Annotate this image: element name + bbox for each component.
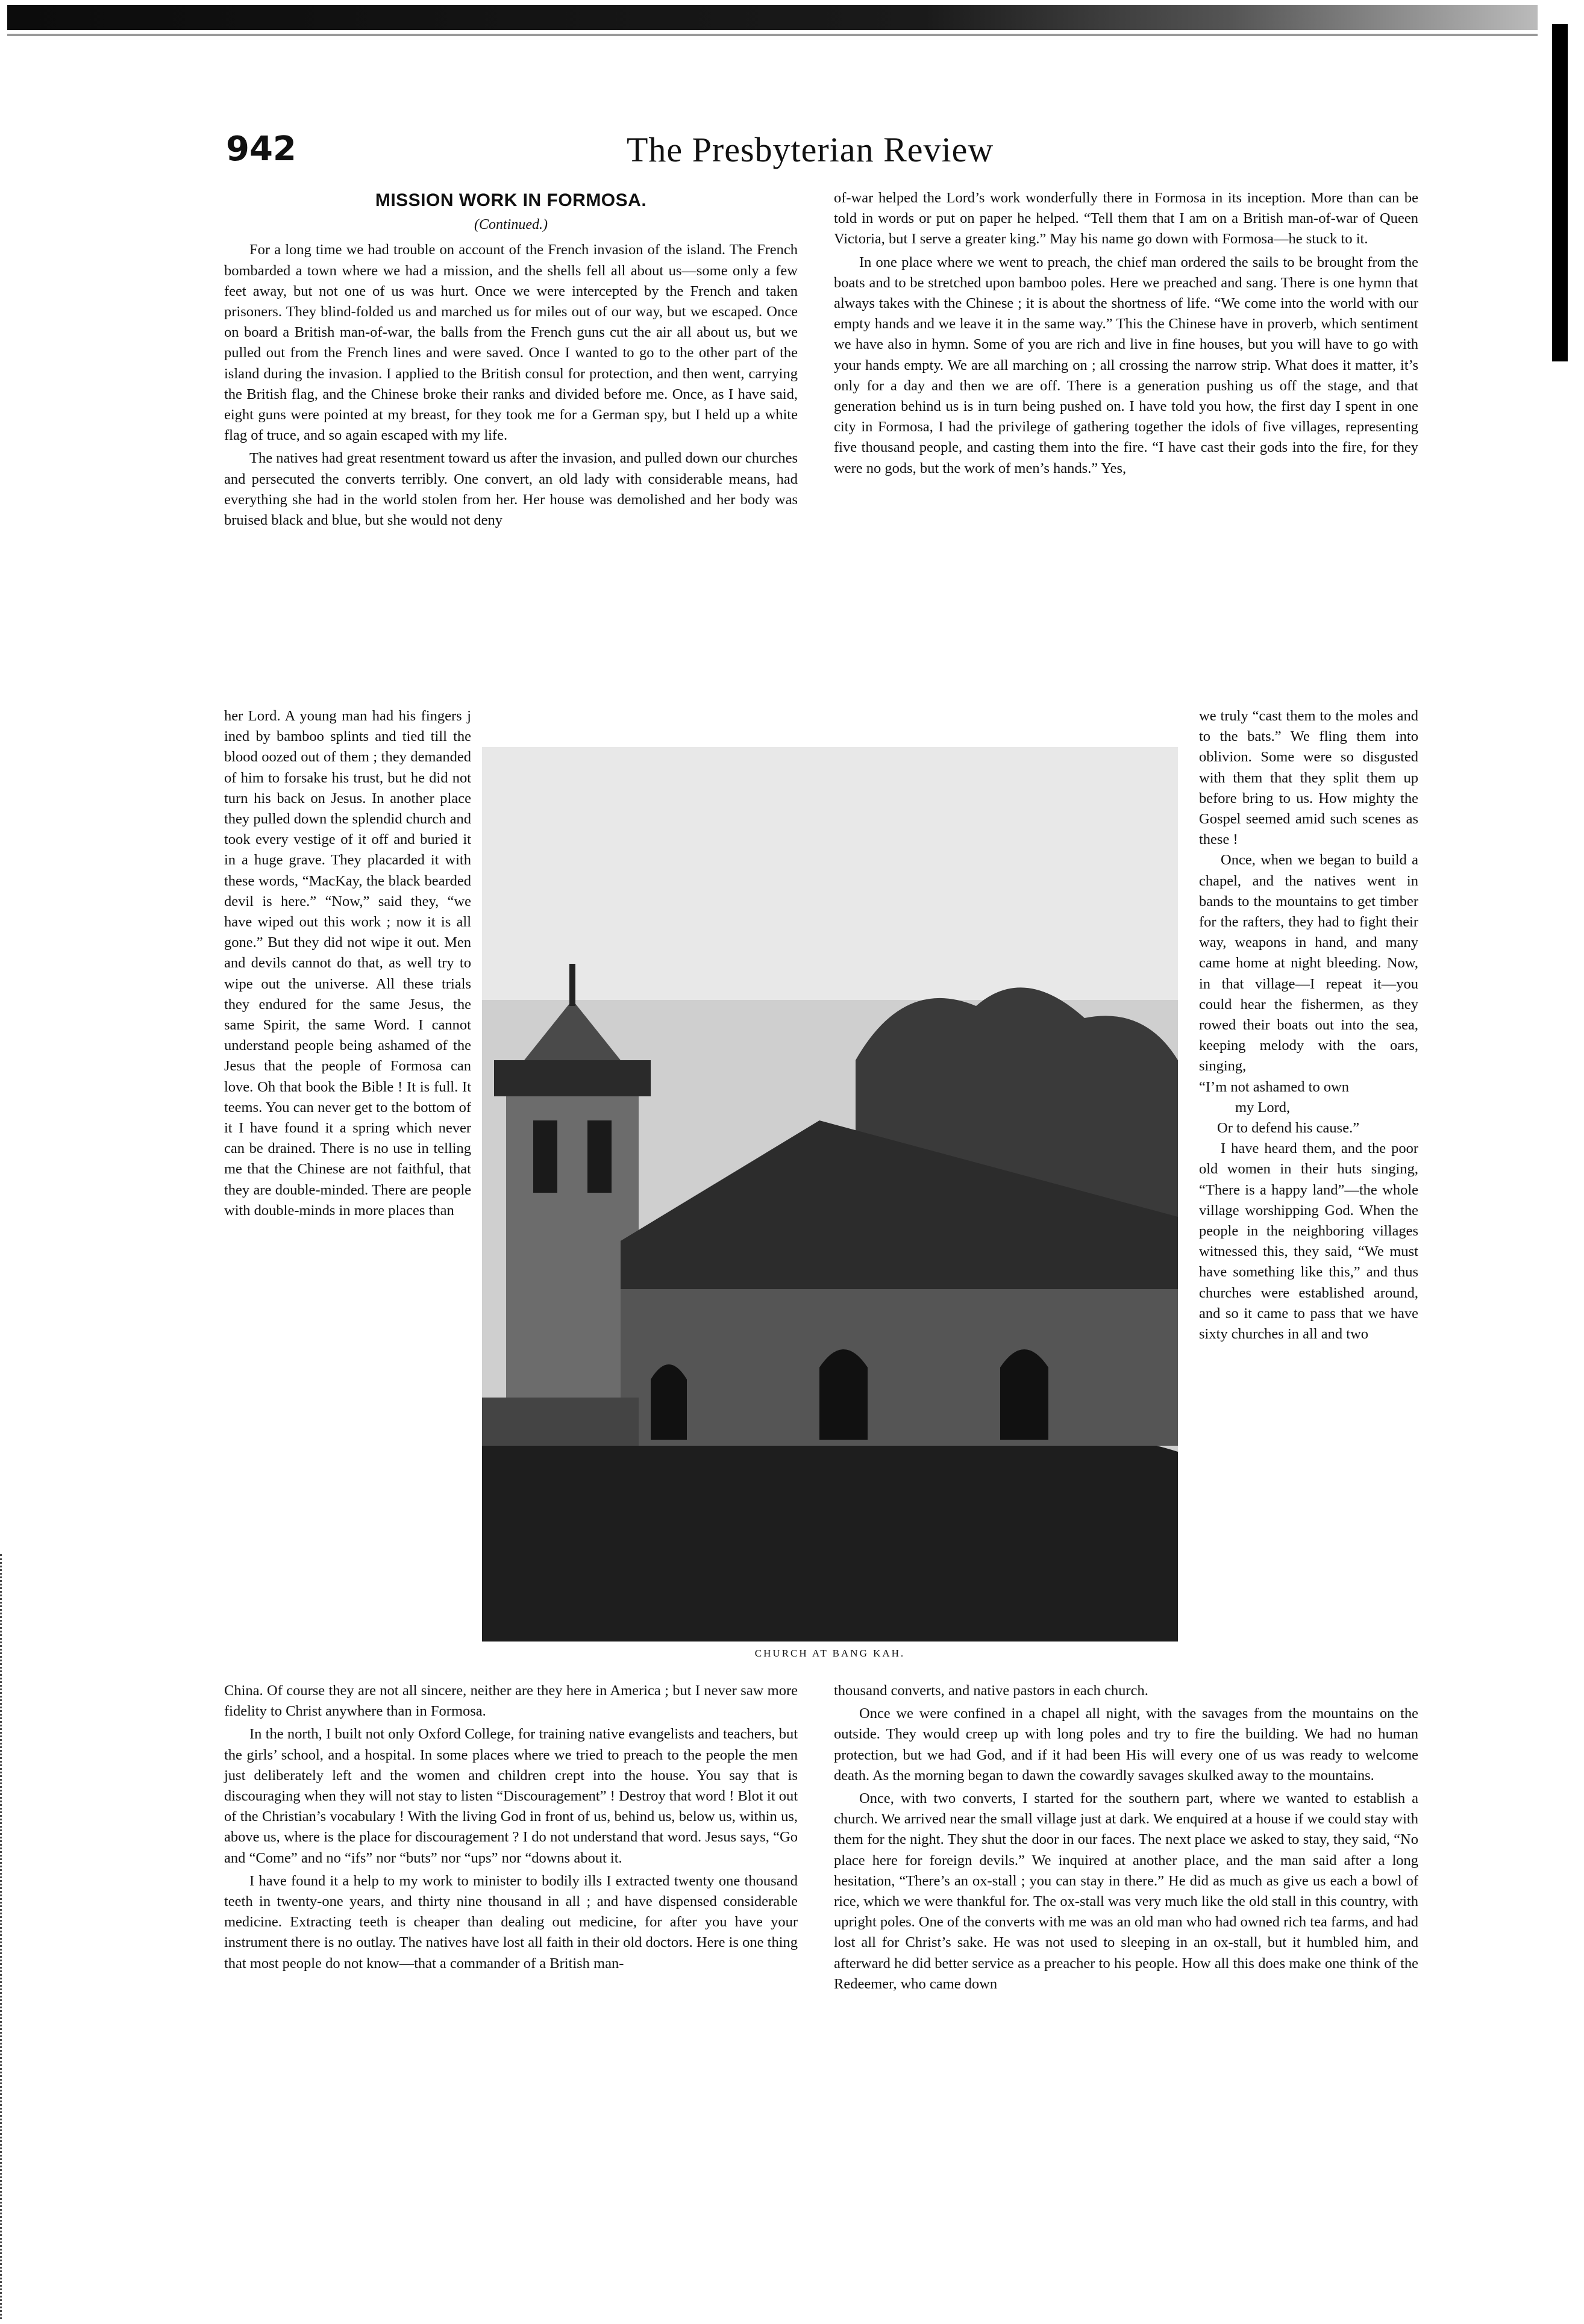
church-illustration (482, 747, 1178, 1641)
paragraph: I have found it a help to my work to minister to bodily ills I extracted twenty one thousand teeth in twenty-one years, and thirty nine thousand in all ; and have dispensed considerable medicine. Extracting teeth is cheaper than dealing out medicine, for after you have your instrument there is no outlay. The natives have lost all faith in their old doctors. Here is one thing that most people do not know—that a commander of a British man- (224, 1872, 798, 1972)
page-number: 942 (226, 130, 296, 169)
right-edge-mark (1552, 24, 1568, 361)
church-photograph (482, 747, 1178, 1641)
paragraph: In the north, I built not only Oxford College, for training native evangelists and teachers, but the girls’ school, and a hospital. In some places where we tried to preach to the people the men just deliberately left and the women and children crept into the house. You say that is discouraging when they will not stay to listen “Discouragement” ! Destroy that word ! Blot it out of the Christian’s vocabulary ! With the living God in front of us, behind us, below us, within us, above us, where is the place for discouragement ? I do not understand that word. Jesus says, “Go and “Come” and no “ifs” nor “buts” nor “ups” nor “downs about it. (224, 1726, 798, 1866)
verse-line: my Lord, (1235, 1099, 1291, 1116)
top-border-rule (7, 5, 1538, 30)
left-column-bottom (224, 1681, 798, 1976)
paragraph: For a long time we had trouble on account of the French invasion of the island. The French bombarded a town where we had a mission, and the shells fell all about us—some only a few feet away, but not one of us was hurt. Once we were intercepted by the French and taken prisoners. They blind-folded us and marched us for miles out of our way, but we escaped. Once on board a British man-of-war, the balls from the French guns cut the air all about us, but we pulled out from the French lines and were saved. Once I wanted to go to the other part of the island during the invasion. I applied to the British consul for protection, and then went, carrying the British flag, and the Chinese broke their ranks and divided before me. Once, as I have said, eight guns were pointed at my breast, for they took me for a German spy, but I held up a white flag of truce, and so again escaped with my life. (224, 242, 798, 444)
paragraph: In one place where we went to preach, the chief man ordered the sails to be brought from the boats and to be stretched upon bamboo poles. Here we preached and sang. There is one hymn that always takes with the Chinese ; it is about the shortness of life. “We come into the world with our empty hands and we leave it in the same way.” This the Chinese have in proverb, which sentiment we have also in hymn. Some of you are rich and live in fine houses, but you will have to go with your hands empty. We are all marching on ; all crossing the narrow strip. What does it matter, it’s only for a day and then we are off. There is a generation pushing us off the stage, and that generation behind us is in turn being pushed on. I have told you how, the first day I spent in one city in Formosa, I had the privilege of gathering together the idols of five villages, representing five thousand people, and casting them into the fire. “I have cast their gods into the fire, for they were no gods, but the work of men’s hands.” Yes, (834, 254, 1418, 476)
paragraph: thousand converts, and native pastors in each church. (834, 1682, 1148, 1699)
paragraph: we truly “cast them to the moles and to the bats.” We fling them into oblivion. Some were so disgusted with them that they split them up before bring to us. How mighty the Gospel seemed amid such scenes as these ! (1199, 708, 1418, 848)
left-narrow-column (224, 706, 471, 1221)
left-margin-marks (0, 1554, 10, 2319)
paragraph: Once, when we began to build a chapel, and the natives went in bands to the mountains to get timber for the rafters, they had to fight their way, weapons in hand, and many came home at night bleeding. Now, in that village—I repeat it—you could hear the fishermen, as they rowed their boats out into the sea, keeping melody with the oars, singing, (1199, 852, 1418, 1075)
paragraph: of-war helped the Lord’s work wonderfully there in Formosa in its inception. More than can be told in words or put on paper he helped. “Tell them that I am on a British man-of-war of Queen Victoria, but I serve a greater king.” May his name go down with Formosa—he stuck to it. (834, 190, 1418, 248)
paragraph: China. Of course they are not all sincere, neither are they here in America ; but I never saw more fidelity to Christ anywhere than in Formosa. (224, 1682, 798, 1720)
photo-caption: CHURCH AT BANG KAH. (754, 1648, 906, 1659)
paragraph: Once we were confined in a chapel all night, with the savages from the mountains on the outside. They would creep up with long poles and try to fire the building. We had no human protection, but we had God, and if it had been His will every one of us was ready to welcome death. As the morning began to dawn the cowardly savages skulked away to the mountains. (834, 1705, 1418, 1784)
verse-line: Or to defend his cause.” (1217, 1120, 1360, 1137)
article-title: MISSION WORK IN FORMOSA. (375, 190, 647, 210)
continued-label: (Continued.) (474, 217, 548, 233)
paragraph: her Lord. A young man had his fingers j ined by bamboo splints and tied till the blood oozed out of them ; they demanded of him to forsake his trust, but he did not turn his back on Jesus. In another place they pulled down the splendid church and took every vestige of it off and buried it in a huge grave. They placarded it with these words, “MacKay, the black bearded devil is here.” “Now,” said they, “we have wiped out this work ; now it is all gone.” But they did not wipe it out. Men and devils cannot do that, as well try to wipe out the universe. All these trials they endured for the same Jesus, the same Spirit, the same Word. I cannot understand people being ashamed of the Jesus that the people of Formosa can love. Oh that book the Bible ! It is full. It teems. You can never get to the bottom of it I have found it a spring which never can be drained. There is no use in telling me that the Chinese are not faithful, that they are double-minded. There are people with double-minds in more places than (224, 708, 471, 1219)
hymn-verse (1199, 1077, 1418, 1139)
paragraph: Once, with two converts, I started for the southern part, where we wanted to establish a church. We arrived near the small village just at dark. We enquired at a house if we could stay with them for the night. They shut the door in our faces. The next place we asked to stay, they said, “No place here for foreign devils.” We inquired at another place, and the man said after a long hesitation, “There’s an ox-stall ; you can stay in there.” He did as much as give us each a bowl of rice, which we were thankful for. The ox-stall was very much like the old stall in this country, with upright poles. One of the converts with me was an old man who had owned rich tea farms, and had lost all for Christ’s sake. He was not used to sleeping in an ox-stall, but it humbled him, and afterward he did better service as a preacher to his people. How all this does make one think of the Redeemer, who came down (834, 1790, 1418, 1992)
paragraph: I have heard them, and the poor old women in their huts singing, “There is a happy land”—the whole village worshipping God. When the people in the neighboring villages witnessed this, they said, “We must have something like this,” and thus churches were established around, and so it came to pass that we have sixty churches in all and two (1199, 1140, 1418, 1343)
right-narrow-column (1199, 706, 1418, 1345)
right-column-top (834, 188, 1418, 481)
masthead-title: The Presbyterian Review (627, 130, 994, 169)
verse-line: “I’m not ashamed to own (1199, 1078, 1350, 1095)
right-column-bottom (834, 1681, 1418, 1997)
paragraph: The natives had great resentment toward us after the invasion, and pulled down our churches and persecuted the converts terribly. One convert, an old lady with considerable means, had everything she had in the world stolen from her. Her house was demolished and her body was bruised black and blue, but she would not deny (224, 450, 798, 529)
left-column-top (224, 188, 798, 533)
